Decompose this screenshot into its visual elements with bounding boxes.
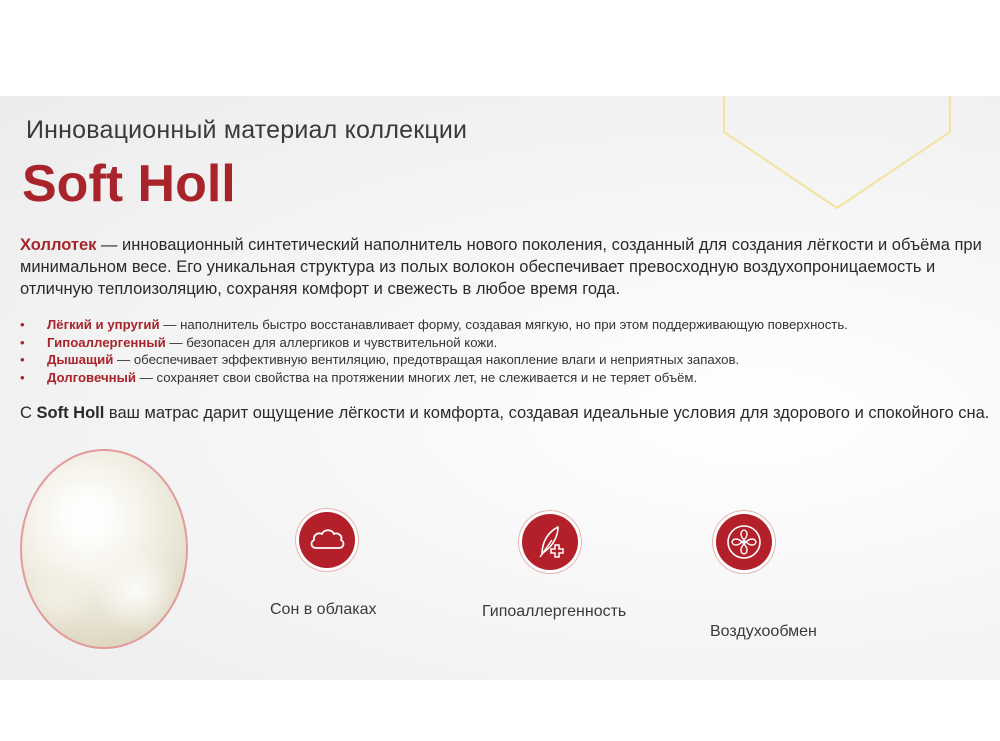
outro-paragraph: [20, 404, 989, 423]
bullet-text: — безопасен для аллергиков и чувствительной кожи.: [165, 334, 498, 350]
cloud-icon: [299, 512, 355, 568]
bullet-marker: •: [20, 369, 25, 385]
feather-cross-icon: [522, 514, 578, 570]
feature-label: Гипоаллергенность: [482, 603, 627, 620]
intro-paragraph: [20, 234, 992, 300]
bullet-text: — обеспечивает эффективную вентиляцию, предотвращая накопление влаги и неприятных запахов.: [113, 352, 740, 367]
content-panel: [0, 96, 1000, 680]
bullet-marker: •: [20, 334, 25, 350]
list-item: [20, 316, 848, 334]
bullet-text: — сохраняет свои свойства на протяжении многих лет, не слеживается и не теряет объём.: [135, 369, 698, 385]
bullet-marker: •: [20, 352, 25, 367]
outro-brand: Soft Holl: [36, 404, 105, 422]
list-item: [20, 334, 848, 352]
list-item: [20, 369, 848, 387]
bullet-text: — наполнитель быстро восстанавливает форму, создавая мягкую, но при этом поддерживающую поверхность.: [159, 317, 848, 332]
feature-label: Сон в облаках: [270, 601, 377, 618]
feature-icon-circle: [522, 514, 578, 570]
list-item: [20, 351, 848, 369]
bullet-term: Дышащий: [47, 352, 114, 367]
bullet-term: Долговечный: [47, 369, 136, 385]
section-subtitle: Инновационный материал коллекции: [26, 116, 468, 144]
outro-text: ваш матрас дарит ощущение лёгкости и комфорта, создавая идеальные условия для здорового и спокойного сна.: [104, 404, 990, 422]
feature-bullet-list: [20, 316, 848, 386]
intro-text: — инновационный синтетический наполнитель нового поколения, созданный для создания лёгкости и объёма при минимальном весе. Его уникальная структура из полых волокон обеспечивает превосходную воздухопроницаемость и отличную теплоизоляцию, сохраняя комфорт и свежесть в любое время года.: [20, 236, 982, 298]
feature-label: Воздухообмен: [710, 623, 817, 640]
intro-term: Холлотек: [20, 236, 97, 254]
outro-prefix: С: [20, 404, 37, 422]
bullet-marker: •: [20, 317, 25, 332]
filler-fiber-photo: [20, 449, 188, 649]
feature-icon-circle: [299, 512, 355, 568]
page-title: Soft Holl: [22, 155, 236, 213]
fan-icon: [716, 514, 772, 570]
bullet-term: Лёгкий и упругий: [47, 317, 160, 332]
feature-icon-circle: [716, 514, 772, 570]
bullet-term: Гипоаллергенный: [47, 334, 166, 350]
